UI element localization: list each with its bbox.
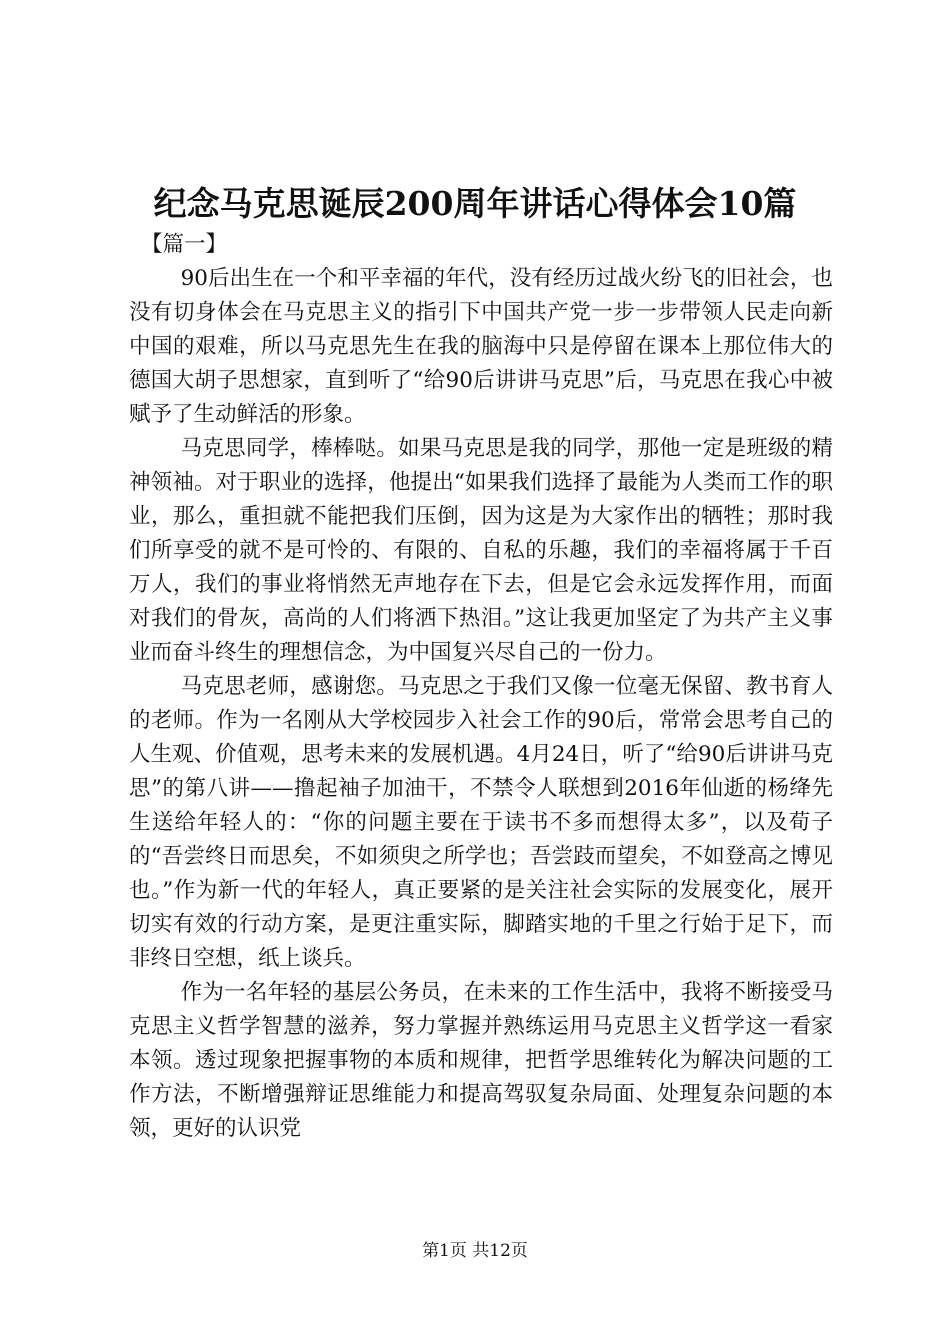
paragraph-3: 马克思老师，感谢您。马克思之于我们又像一位毫无保留、教书育人的老师。作为一名刚从大学校园步入社会工作的90后，常常会思考自己的人生观、价值观，思考未来的发展机遇。4月24日，听了“给90后讲讲马克思”的第八讲——撸起袖子加油干，不禁令人联想到2016年仙逝的杨绛先生送给年轻人的：“你的问题主要在于读书不多而想得太多”，以及荀子的“吾尝终日而思矣，不如须臾之所学也；吾尝跂而望矣，不如登高之博见也。”作为新一代的年轻人，真正要紧的是关注社会实际的发展变化，展开切实有效的行动方案，是更注重实际，脚踏实地的千里之行始于足下，而非终日空想，纸上谈兵。	[129, 674, 833, 971]
paragraph-4: 作为一名年轻的基层公务员，在未来的工作生活中，我将不断接受马克思主义哲学智慧的滋养，努力掌握并熟练运用马克思主义哲学这一看家本领。透过现象把握事物的本质和规律，把哲学思维转化为解决问题的工作方法，不断增强辩证思维能力和提高驾驭复杂局面、处理复杂问题的本领，更好的认识党	[129, 980, 833, 1141]
document-body	[129, 228, 833, 1146]
page-footer: 第1页 共12页	[422, 1241, 528, 1261]
paragraph-2: 马克思同学，棒棒哒。如果马克思是我的同学，那他一定是班级的精神领袖。对于职业的选择，他提出“如果我们选择了最能为人类而工作的职业，那么，重担就不能把我们压倒，因为这是为大家作出的牺牲；那时我们所享受的就不是可怜的、有限的、自私的乐趣，我们的幸福将属于千百万人，我们的事业将悄然无声地存在下去，但是它会永远发挥作用，而面对我们的骨灰，高尚的人们将洒下热泪。”这让我更加坚定了为共产主义事业而奋斗终生的理想信念，为中国复兴尽自己的一份力。	[129, 436, 833, 665]
section-heading: 【篇一】	[141, 232, 228, 257]
paragraph-1: 90后出生在一个和平幸福的年代，没有经历过战火纷飞的旧社会，也没有切身体会在马克思主义的指引下中国共产党一步一步带领人民走向新中国的艰难，所以马克思先生在我的脑海中只是停留在课本上那位伟大的德国大胡子思想家，直到听了“给90后讲讲马克思”后，马克思在我心中被赋予了生动鲜活的形象。	[129, 266, 833, 427]
document-title: 纪念马克思诞辰200周年讲话心得体会10篇	[153, 184, 797, 224]
